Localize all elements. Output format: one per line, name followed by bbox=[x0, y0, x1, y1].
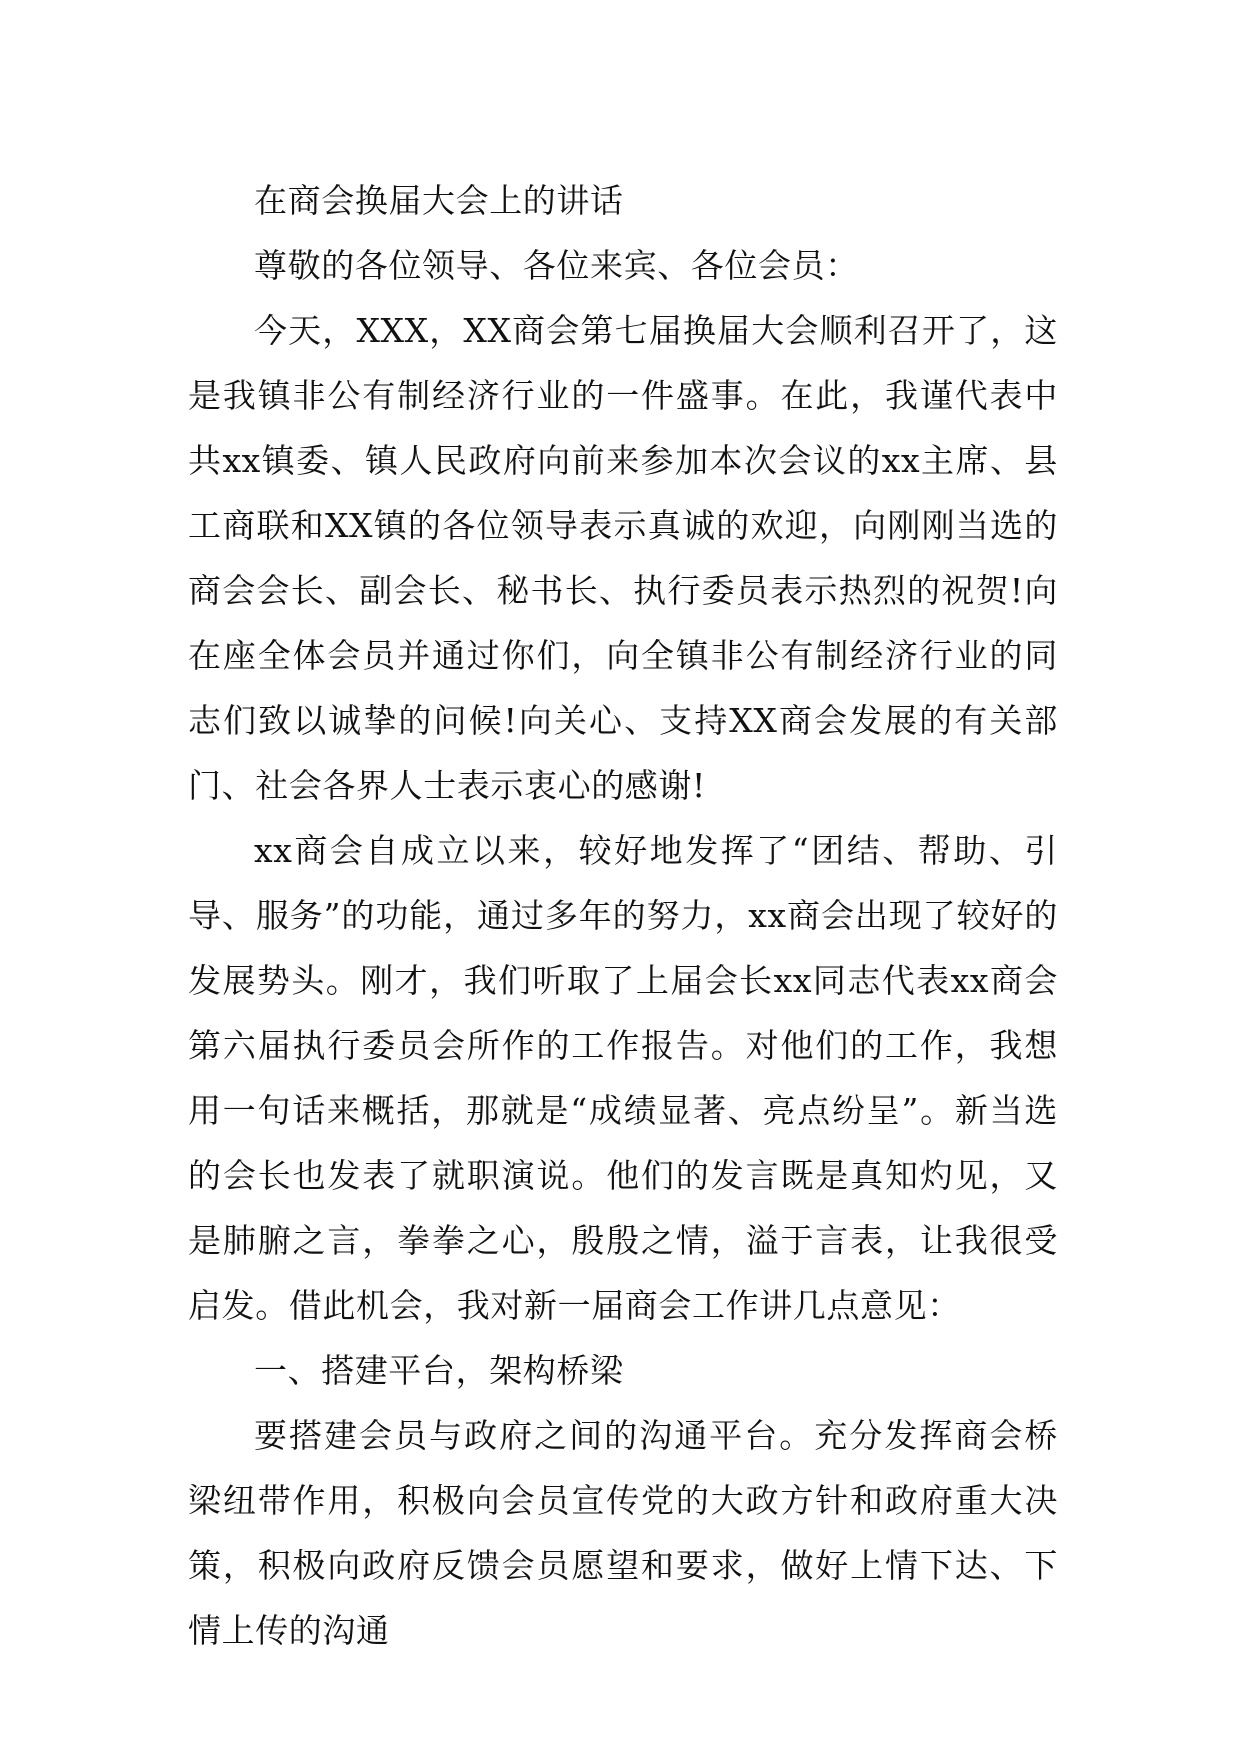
speech-title: 在商会换届大会上的讲话 bbox=[254, 181, 624, 220]
section-heading-1: 一、搭建平台，架构桥梁 bbox=[254, 1351, 624, 1390]
paragraph-section-1: 要搭建会员与政府之间的沟通平台。充分发挥商会桥梁纽带作用，积极向会员宣传党的大政方针和政府重大决策，积极向政府反馈会员愿望和要求，做好上情下达、下情上传的沟通 bbox=[188, 1416, 1058, 1650]
document-body bbox=[188, 168, 1058, 1663]
salutation: 尊敬的各位领导、各位来宾、各位会员： bbox=[254, 246, 859, 285]
paragraph-opening: 今天，XXX，XX商会第七届换届大会顺利召开了，这是我镇非公有制经济行业的一件盛事。在此，我谨代表中共xx镇委、镇人民政府向前来参加本次会议的xx主席、县工商联和XX镇的各位领导表示真诚的欢迎，向刚刚当选的商会会长、副会长、秘书长、执行委员表示热烈的祝贺!向在座全体会员并通过你们，向全镇非公有制经济行业的同志们致以诚挚的问候!向关心、支持XX商会发展的有关部门、社会各界人士表示衷心的感谢! bbox=[188, 311, 1058, 805]
paragraph-review: xx商会自成立以来，较好地发挥了“团结、帮助、引导、服务”的功能，通过多年的努力，xx商会出现了较好的发展势头。刚才，我们听取了上届会长xx同志代表xx商会第六届执行委员会所作的工作报告。对他们的工作，我想用一句话来概括，那就是“成绩显著、亮点纷呈”。新当选的会长也发表了就职演说。他们的发言既是真知灼见，又是肺腑之言，拳拳之心，殷殷之情，溢于言表，让我很受启发。借此机会，我对新一届商会工作讲几点意见： bbox=[188, 831, 1058, 1325]
